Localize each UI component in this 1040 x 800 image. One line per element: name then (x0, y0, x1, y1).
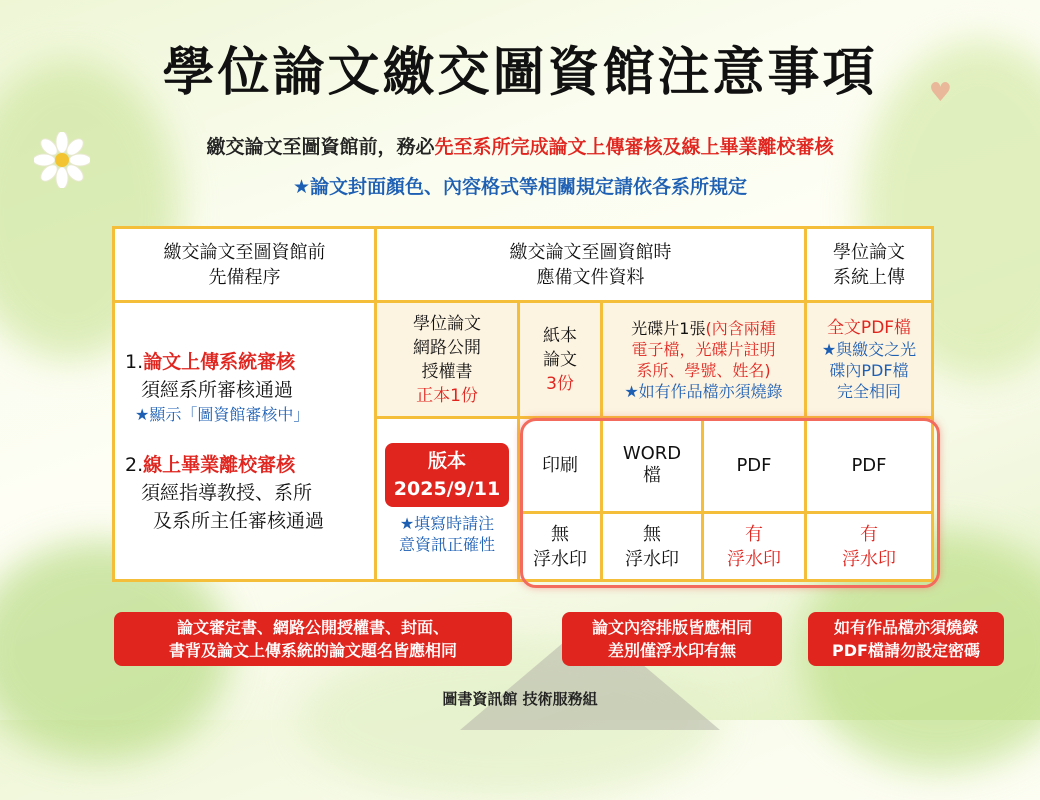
step-1-note: ★顯示「圖資館審核中」 (135, 404, 310, 424)
watermark-print (520, 514, 600, 579)
doc-disc-main: 光碟片1張 (631, 318, 706, 338)
doc-paper-line: 論文 (543, 349, 577, 370)
doc-disc-detail: 系所、學號、姓名) (636, 360, 771, 380)
watermark-pdf-upload (807, 514, 931, 579)
step-2-title: 線上畢業離校審核 (143, 453, 296, 476)
doc-authorization-line: 學位論文 (413, 313, 481, 334)
watermark-label: 浮水印 (842, 548, 896, 570)
doc-pdf (807, 303, 931, 416)
callout-password (808, 612, 1004, 666)
callout-line: 論文內容排版皆應相同 (591, 618, 752, 637)
step-2-desc-2: 及系所主任審核通過 (153, 509, 325, 532)
version-label: 版本 (427, 450, 466, 472)
notice-prefix: 繳交論文至圖資館前，務必 (206, 136, 435, 158)
format-print: 印刷 (520, 419, 600, 511)
doc-paper-thesis (520, 303, 600, 416)
doc-pdf-note: ★與繳交之光 (821, 339, 917, 359)
callout-line: 如有作品檔亦須燒錄 (833, 618, 978, 637)
version-cell (377, 419, 517, 579)
step-1-number: 1. (125, 350, 144, 373)
watermark-pdf-disc (704, 514, 804, 579)
notice-highlight: 先至系所完成論文上傳審核及線上畢業離校審核 (434, 136, 834, 158)
header-upload: 學位論文 系統上傳 (807, 229, 931, 300)
doc-disc (603, 303, 804, 416)
doc-paper-line: 紙本 (543, 325, 577, 346)
format-word: WORD 檔 (603, 419, 701, 511)
version-badge (385, 443, 509, 507)
requirements-table (112, 226, 934, 582)
doc-pdf-note: 碟內PDF檔 (829, 360, 909, 380)
header-before: 繳交論文至圖資館前 先備程序 (115, 229, 374, 300)
doc-pdf-main: 全文PDF檔 (826, 317, 912, 338)
version-note: ★填寫時請注 (399, 514, 495, 533)
step-2-desc-1: 須經指導教授、系所 (141, 481, 313, 504)
prerequisite-steps (115, 303, 374, 579)
watermark-label: 浮水印 (727, 548, 781, 570)
step-1 (125, 348, 309, 425)
doc-authorization-line: 網路公開 (413, 337, 481, 358)
doc-paper-copies: 3份 (546, 373, 574, 394)
doc-pdf-note: 完全相同 (836, 381, 901, 401)
notice-line (0, 132, 1040, 159)
callout-layout (562, 612, 782, 666)
callout-line: 論文審定書、網路公開授權書、封面、 (176, 618, 449, 637)
doc-disc-note: ★如有作品檔亦須燒錄 (624, 381, 783, 401)
callout-title-match (114, 612, 512, 666)
notice-star-note: ★論文封面顏色、內容格式等相關規定請依各系所規定 (292, 176, 748, 198)
watermark-flag: 有 (860, 523, 878, 545)
watermark-word (603, 514, 701, 579)
step-1-title: 論文上傳系統審核 (143, 350, 296, 373)
watermark-flag: 無 (551, 523, 569, 545)
page-title: 學位論文繳交圖資館注意事項 (162, 43, 878, 103)
version-date: 2025/9/11 (393, 478, 501, 500)
watermark-label: 浮水印 (625, 548, 679, 570)
footer-org: 圖書資訊館 技術服務組 (442, 690, 598, 708)
doc-authorization (377, 303, 517, 416)
format-pdf-upload: PDF (807, 419, 931, 511)
callout-line: PDF檔請勿設定密碼 (832, 641, 980, 660)
step-1-desc: 須經系所審核通過 (141, 378, 294, 401)
callout-line: 書背及論文上傳系統的論文題名皆應相同 (168, 641, 457, 660)
watermark-flag: 無 (643, 523, 661, 545)
version-note: 意資訊正確性 (398, 535, 495, 554)
watermark-label: 浮水印 (533, 548, 587, 570)
doc-disc-detail: 電子檔，光碟片註明 (631, 339, 776, 359)
step-2 (125, 451, 324, 535)
callout-line: 差別僅浮水印有無 (607, 641, 736, 660)
heart-icon: ♥ (928, 78, 952, 108)
watermark-flag: 有 (745, 523, 763, 545)
step-2-number: 2. (125, 453, 144, 476)
format-pdf-disc: PDF (704, 419, 804, 511)
doc-disc-detail: (內含兩種 (705, 318, 776, 338)
doc-authorization-line: 授權書 (421, 361, 473, 382)
header-during: 繳交論文至圖資館時 應備文件資料 (377, 229, 804, 300)
doc-authorization-copies: 正本1份 (416, 385, 478, 406)
